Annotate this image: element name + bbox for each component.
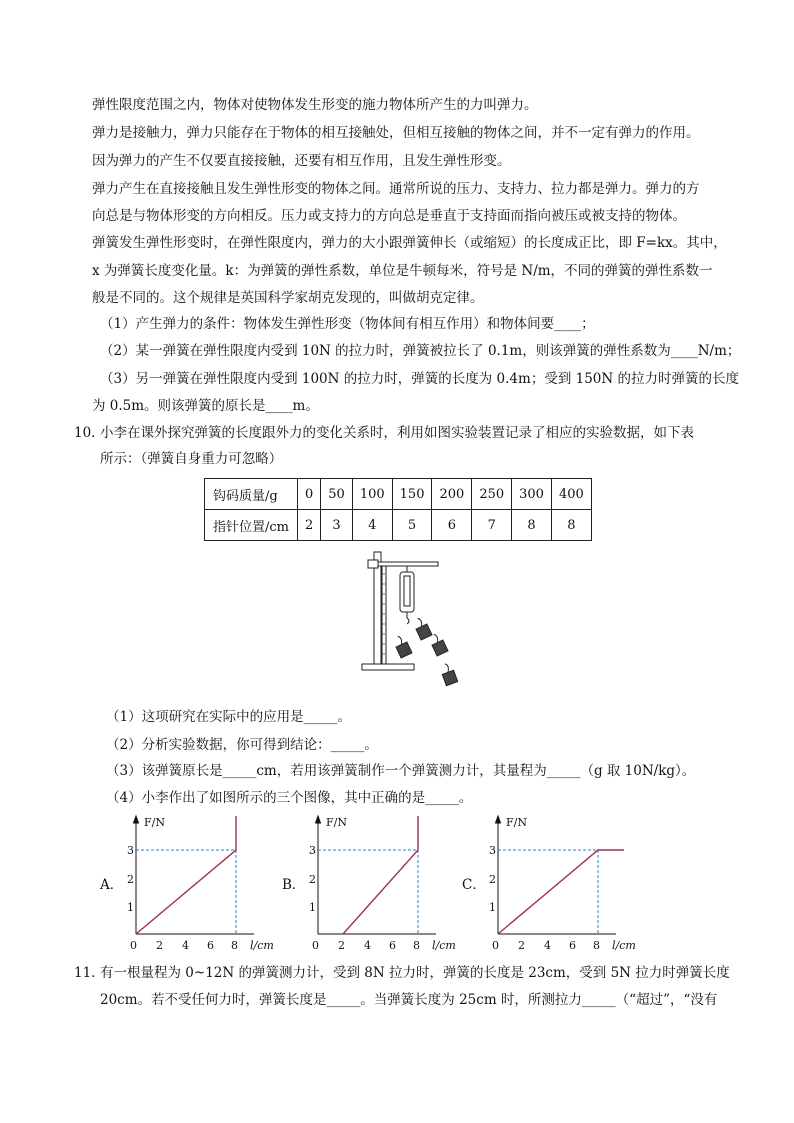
question-10-sub-1: （1）这项研究在实际中的应用是_____。	[106, 709, 351, 725]
x-tick-label: 8	[231, 939, 238, 952]
intro-line-7: x 为弹簧长度变化量。k：为弹簧的弹性系数，单位是牛顿每米，符号是 N/m，不同的弹簧的弹性系数一	[92, 263, 713, 279]
x-tick-label: 2	[156, 939, 163, 952]
y-tick-label: 2	[309, 873, 316, 886]
x-axis-label: l/cm	[250, 939, 274, 952]
intro-line-2: 弹力是接触力，弹力只能存在于物体的相互接触处，但相互接触的物体之间，并不一定有弹力的作用。	[92, 125, 700, 141]
intro-question-2: （2）某一弹簧在弹性限度内受到 10N 的拉力时，弹簧被拉长了 0.1m，则该弹簧的弹性系数为____N/m；	[100, 343, 741, 359]
graph-b-line	[343, 816, 418, 934]
y-axis-arrow	[496, 816, 501, 823]
question-10-sub-3: （3）该弹簧原长是_____cm，若用该弹簧制作一个弹簧测力计，其量程为_____（g 取 10N/kg）。	[106, 763, 696, 779]
origin-label: 0	[492, 939, 499, 952]
y-tick-label: 3	[309, 844, 316, 857]
question-10-sub-4: （4）小李作出了如图所示的三个图像，其中正确的是_____。	[106, 790, 473, 806]
question-11-line-1: 有一根量程为 0~12N 的弹簧测力计，受到 8N 拉力时，弹簧的长度是 23cm，受到 5N 拉力时弹簧长度	[100, 965, 730, 981]
y-axis-label: F/N	[326, 816, 347, 829]
x-tick-label: 6	[569, 939, 576, 952]
x-tick-label: 4	[544, 939, 551, 952]
intro-line-6: 弹簧发生弹性形变时，在弹性限度内，弹力的大小跟弹簧伸长（或缩短）的长度成正比，即 F=kx。其中，	[92, 235, 727, 251]
intro-line-4: 弹力产生在直接接触且发生弹性形变的物体之间。通常所说的压力、支持力、拉力都是弹力。弹力的方	[92, 181, 700, 197]
graph-c-line	[498, 850, 624, 934]
table-cell: 0	[298, 479, 321, 510]
table-cell: 8	[512, 510, 552, 541]
x-tick-label: 6	[207, 939, 214, 952]
graph-c	[486, 812, 648, 954]
x-tick-label: 8	[413, 939, 420, 952]
table-cell: 400	[551, 479, 591, 510]
y-tick-label: 3	[127, 844, 134, 857]
y-tick-label: 1	[127, 901, 134, 914]
intro-line-3: 因为弹力的产生不仅要直接接触，还要有相互作用，且发生弹性形变。	[92, 153, 511, 169]
y-tick-label: 1	[489, 901, 496, 914]
question-10-line-2: 所示：（弹簧自身重力可忽略）	[100, 451, 283, 467]
spring-apparatus-illustration	[360, 546, 470, 692]
table-cell: 6	[432, 510, 472, 541]
table-cell: 8	[551, 510, 591, 541]
y-axis-label: F/N	[144, 816, 165, 829]
table-row-position	[205, 510, 592, 541]
table-cell: 3	[321, 510, 353, 541]
origin-label: 0	[130, 939, 137, 952]
y-axis-arrow	[316, 816, 321, 823]
graph-b	[306, 812, 468, 954]
y-tick-label: 1	[309, 901, 316, 914]
intro-line-1: 弹性限度范围之内，物体对使物体发生形变的施力物体所产生的力叫弹力。	[92, 97, 538, 113]
y-tick-label: 2	[127, 873, 134, 886]
question-11-line-2: 20cm。若不受任何力时，弹簧长度是_____。当弹簧长度为 25cm 时，所测拉力_____（“超过”，“没有	[100, 992, 718, 1008]
table-cell: 300	[512, 479, 552, 510]
intro-question-3a: （3）另一弹簧在弹性限度内受到 100N 的拉力时，弹簧的长度为 0.4m；受到 150N 的拉力时弹簧的长度	[100, 371, 739, 387]
table-cell: 2	[298, 510, 321, 541]
table-cell: 100	[352, 479, 392, 510]
table-cell: 250	[472, 479, 512, 510]
question-11-number: 11．	[74, 965, 105, 981]
origin-label: 0	[312, 939, 319, 952]
x-tick-label: 4	[182, 939, 189, 952]
x-tick-label: 2	[518, 939, 525, 952]
y-axis-label: F/N	[506, 816, 527, 829]
x-tick-label: 4	[364, 939, 371, 952]
x-tick-label: 6	[389, 939, 396, 952]
table-head-mass: 钩码质量/g	[205, 479, 298, 510]
question-10-number: 10．	[74, 425, 105, 441]
intro-question-1: （1）产生弹力的条件：物体发生弹性形变（物体间有相互作用）和物体间要____；	[100, 316, 595, 332]
table-cell: 150	[392, 479, 432, 510]
table-head-position: 指针位置/cm	[205, 510, 298, 541]
table-cell: 7	[472, 510, 512, 541]
intro-line-5: 向总是与物体形变的方向相反。压力或支持力的方向总是垂直于支持面而指向被压或被支持的物体。	[92, 208, 686, 224]
table-cell: 50	[321, 479, 353, 510]
y-axis-arrow	[134, 816, 139, 823]
question-10-line-1: 小李在课外探究弹簧的长度跟外力的变化关系时，利用如图实验装置记录了相应的实验数据，如下表	[100, 425, 694, 441]
graph-a-line	[136, 816, 236, 934]
graph-b-option-label: B．	[282, 877, 306, 893]
x-tick-label: 2	[338, 939, 345, 952]
x-axis-label: l/cm	[612, 939, 636, 952]
table-cell: 4	[352, 510, 392, 541]
graph-c-option-label: C．	[462, 877, 486, 893]
graph-a	[124, 812, 286, 954]
graph-a-option-label: A．	[100, 877, 124, 893]
x-tick-label: 8	[593, 939, 600, 952]
intro-line-8: 般是不同的。这个规律是英国科学家胡克发现的，叫做胡克定律。	[92, 290, 484, 306]
intro-question-3b: 为 0.5m。则该弹簧的原长是____m。	[92, 398, 319, 414]
y-tick-label: 2	[489, 873, 496, 886]
data-table	[204, 478, 592, 541]
x-axis-label: l/cm	[432, 939, 456, 952]
y-tick-label: 3	[489, 844, 496, 857]
question-10-sub-2: （2）分析实验数据，你可得到结论：_____。	[106, 737, 378, 753]
table-row-mass	[205, 479, 592, 510]
table-cell: 200	[432, 479, 472, 510]
table-cell: 5	[392, 510, 432, 541]
